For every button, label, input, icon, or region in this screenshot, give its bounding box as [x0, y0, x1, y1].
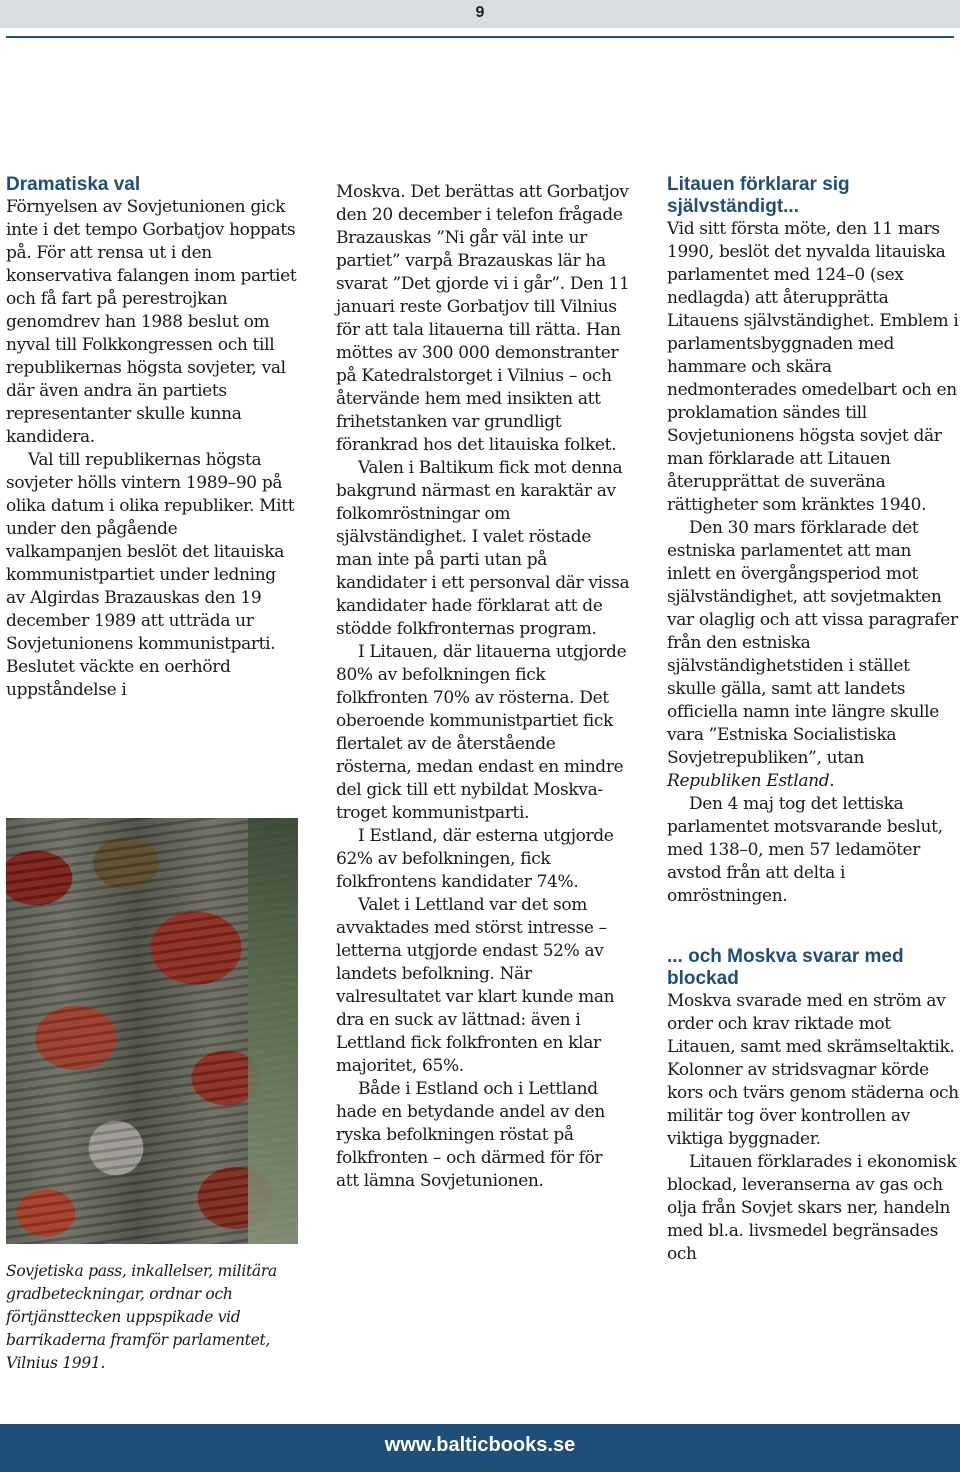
paragraph: Vid sitt första möte, den 11 mars 1990, beslöt det nyvalda litauiska parlamentet med 124–0 (sex nedlagda) att återupprätta Litauens självständighet. Emblem i parlamentsbyggnaden med hammare och skära nedmonterades omedelbart och en proklamation sändes till Sovjetunionens högsta sovjet där man förklarade att Litauen återupprättat de suveräna rättigheter som kränktes 1940.	[667, 219, 959, 515]
footer-url[interactable]: www.balticbooks.se	[384, 1434, 576, 1456]
heading-litauen-sjalvstandigt: Litauen förklarar sig självständigt...	[667, 174, 850, 217]
estonia-end: .	[829, 771, 835, 791]
paragraph: Den 4 maj tog det lettiska parlamentet motsvarande beslut, med 138–0, men 57 ledamöter avstod från att delta i omröstningen.	[667, 794, 943, 906]
header-rule	[6, 36, 954, 38]
paragraph: Valen i Baltikum fick mot denna bakgrund närmast en karaktär av folkomröstningar om självständighet. I valet röstade man inte på parti utan på kandidater i ett personval där vissa kandidater hade förklarat att de stödde folkfronternas program.	[336, 458, 630, 639]
footer-bar	[0, 1424, 960, 1472]
photo-background	[248, 818, 298, 1244]
barricade-photo	[6, 818, 298, 1244]
republiken-estland: Republiken Estland	[667, 771, 830, 791]
paragraph: I Litauen, där litauerna utgjorde 80% av befolkningen fick folkfronten 70% av rösterna. Det oberoende kommunistpartiet fick flertalet av de återstående rösterna, medan endast en mindre del gick till ett nybildat Moskva-troget kommunistparti.	[336, 642, 627, 823]
paragraph: Val till republikernas högsta sovjeter hölls vintern 1989–90 på olika datum i olika republiker. Mitt under den pågående valkampanjen beslöt det litauiska kommunistpartiet under ledning av Algirdas Brazauskas den 19 december 1989 att utträda ur Sovjetunionens kommunistparti. Beslutet väckte en oerhörd uppståndelse i	[6, 450, 295, 700]
paragraph: Moskva svarade med en ström av order och krav riktade mot Litauen, samt med skrämseltaktik. Kolonner av stridsvagnar körde kors och tvärs genom städerna och militär tog över kontrollen av viktiga byggnader.	[667, 991, 959, 1149]
column-1	[6, 174, 298, 702]
heading-dramatiska-val: Dramatiska val	[6, 174, 141, 195]
paragraph-estonia	[667, 517, 959, 793]
paragraph: Litauen förklarades i ekonomisk blockad, leveranserna av gas och olja från Sovjet skars ner, handeln med bl.a. livsmedel begränsades och	[667, 1152, 957, 1264]
paragraph: I Estland, där esterna utgjorde 62% av befolkningen, fick folkfrontens kandidater 74%.	[336, 826, 614, 892]
column-2	[336, 181, 630, 1193]
paragraph: Moskva. Det berättas att Gorbatjov den 20 december i telefon frågade Brazauskas ”Ni går väl inte ur partiet” varpå Brazauskas lär ha svarat ”Det gjorde vi i går”. Den 11 januari reste Gorbatjov till Vilnius för att tala litauerna till rätta. Han möttes av 300 000 demonstranter på Katedralstorget i Vilnius – och återvände hem med insikten att frihetstanken var grundligt förankrad hos det litauiska folket.	[336, 182, 630, 455]
paragraph: Förnyelsen av Sovjetunionen gick inte i det tempo Gorbatjov hoppats på. För att rensa ut i den konservativa falangen inom partiet och få fart på perestrojkan genomdrev han 1988 beslut om nyval till Folkkongressen och till republikernas högsta sovjeter, val där även andra än partiets representanter skulle kunna kandidera.	[6, 197, 297, 447]
estonia-text: Den 30 mars förklarade det estniska parlamentet att man inlett en övergångsperiod mot självständighet, att sovjetmakten var olaglig och att vissa paragrafer från den estniska självständighetstiden i stället skulle gälla, samt att landets officiella namn inte längre skulle vara ”Estniska Socialistiska Sovjetrepubliken”, utan	[667, 518, 958, 768]
paragraph: Valet i Lettland var det som avvaktades med störst intresse – letterna utgjorde endast 52% av landets befolkning. När valresultatet var klart kunde man dra en suck av lättnad: även i Lettland fick folkfronten en klar majoritet, 65%.	[336, 895, 615, 1076]
page-number: 9	[475, 4, 485, 21]
photo-caption: Sovjetiska pass, inkallelser, militära gradbeteckningar, ordnar och förtjänsttecken uppspikade vid barrikaderna framför parlamentet, Vilnius 1991.	[6, 1262, 277, 1372]
column-3	[667, 174, 959, 1266]
paragraph: Både i Estland och i Lettland hade en betydande andel av den ryska befolkningen röstat på folkfronten – och därmed för för att lämna Sovjetunionen.	[336, 1079, 605, 1191]
heading-moskva-blockad: ... och Moskva svarar med blockad	[667, 946, 904, 989]
